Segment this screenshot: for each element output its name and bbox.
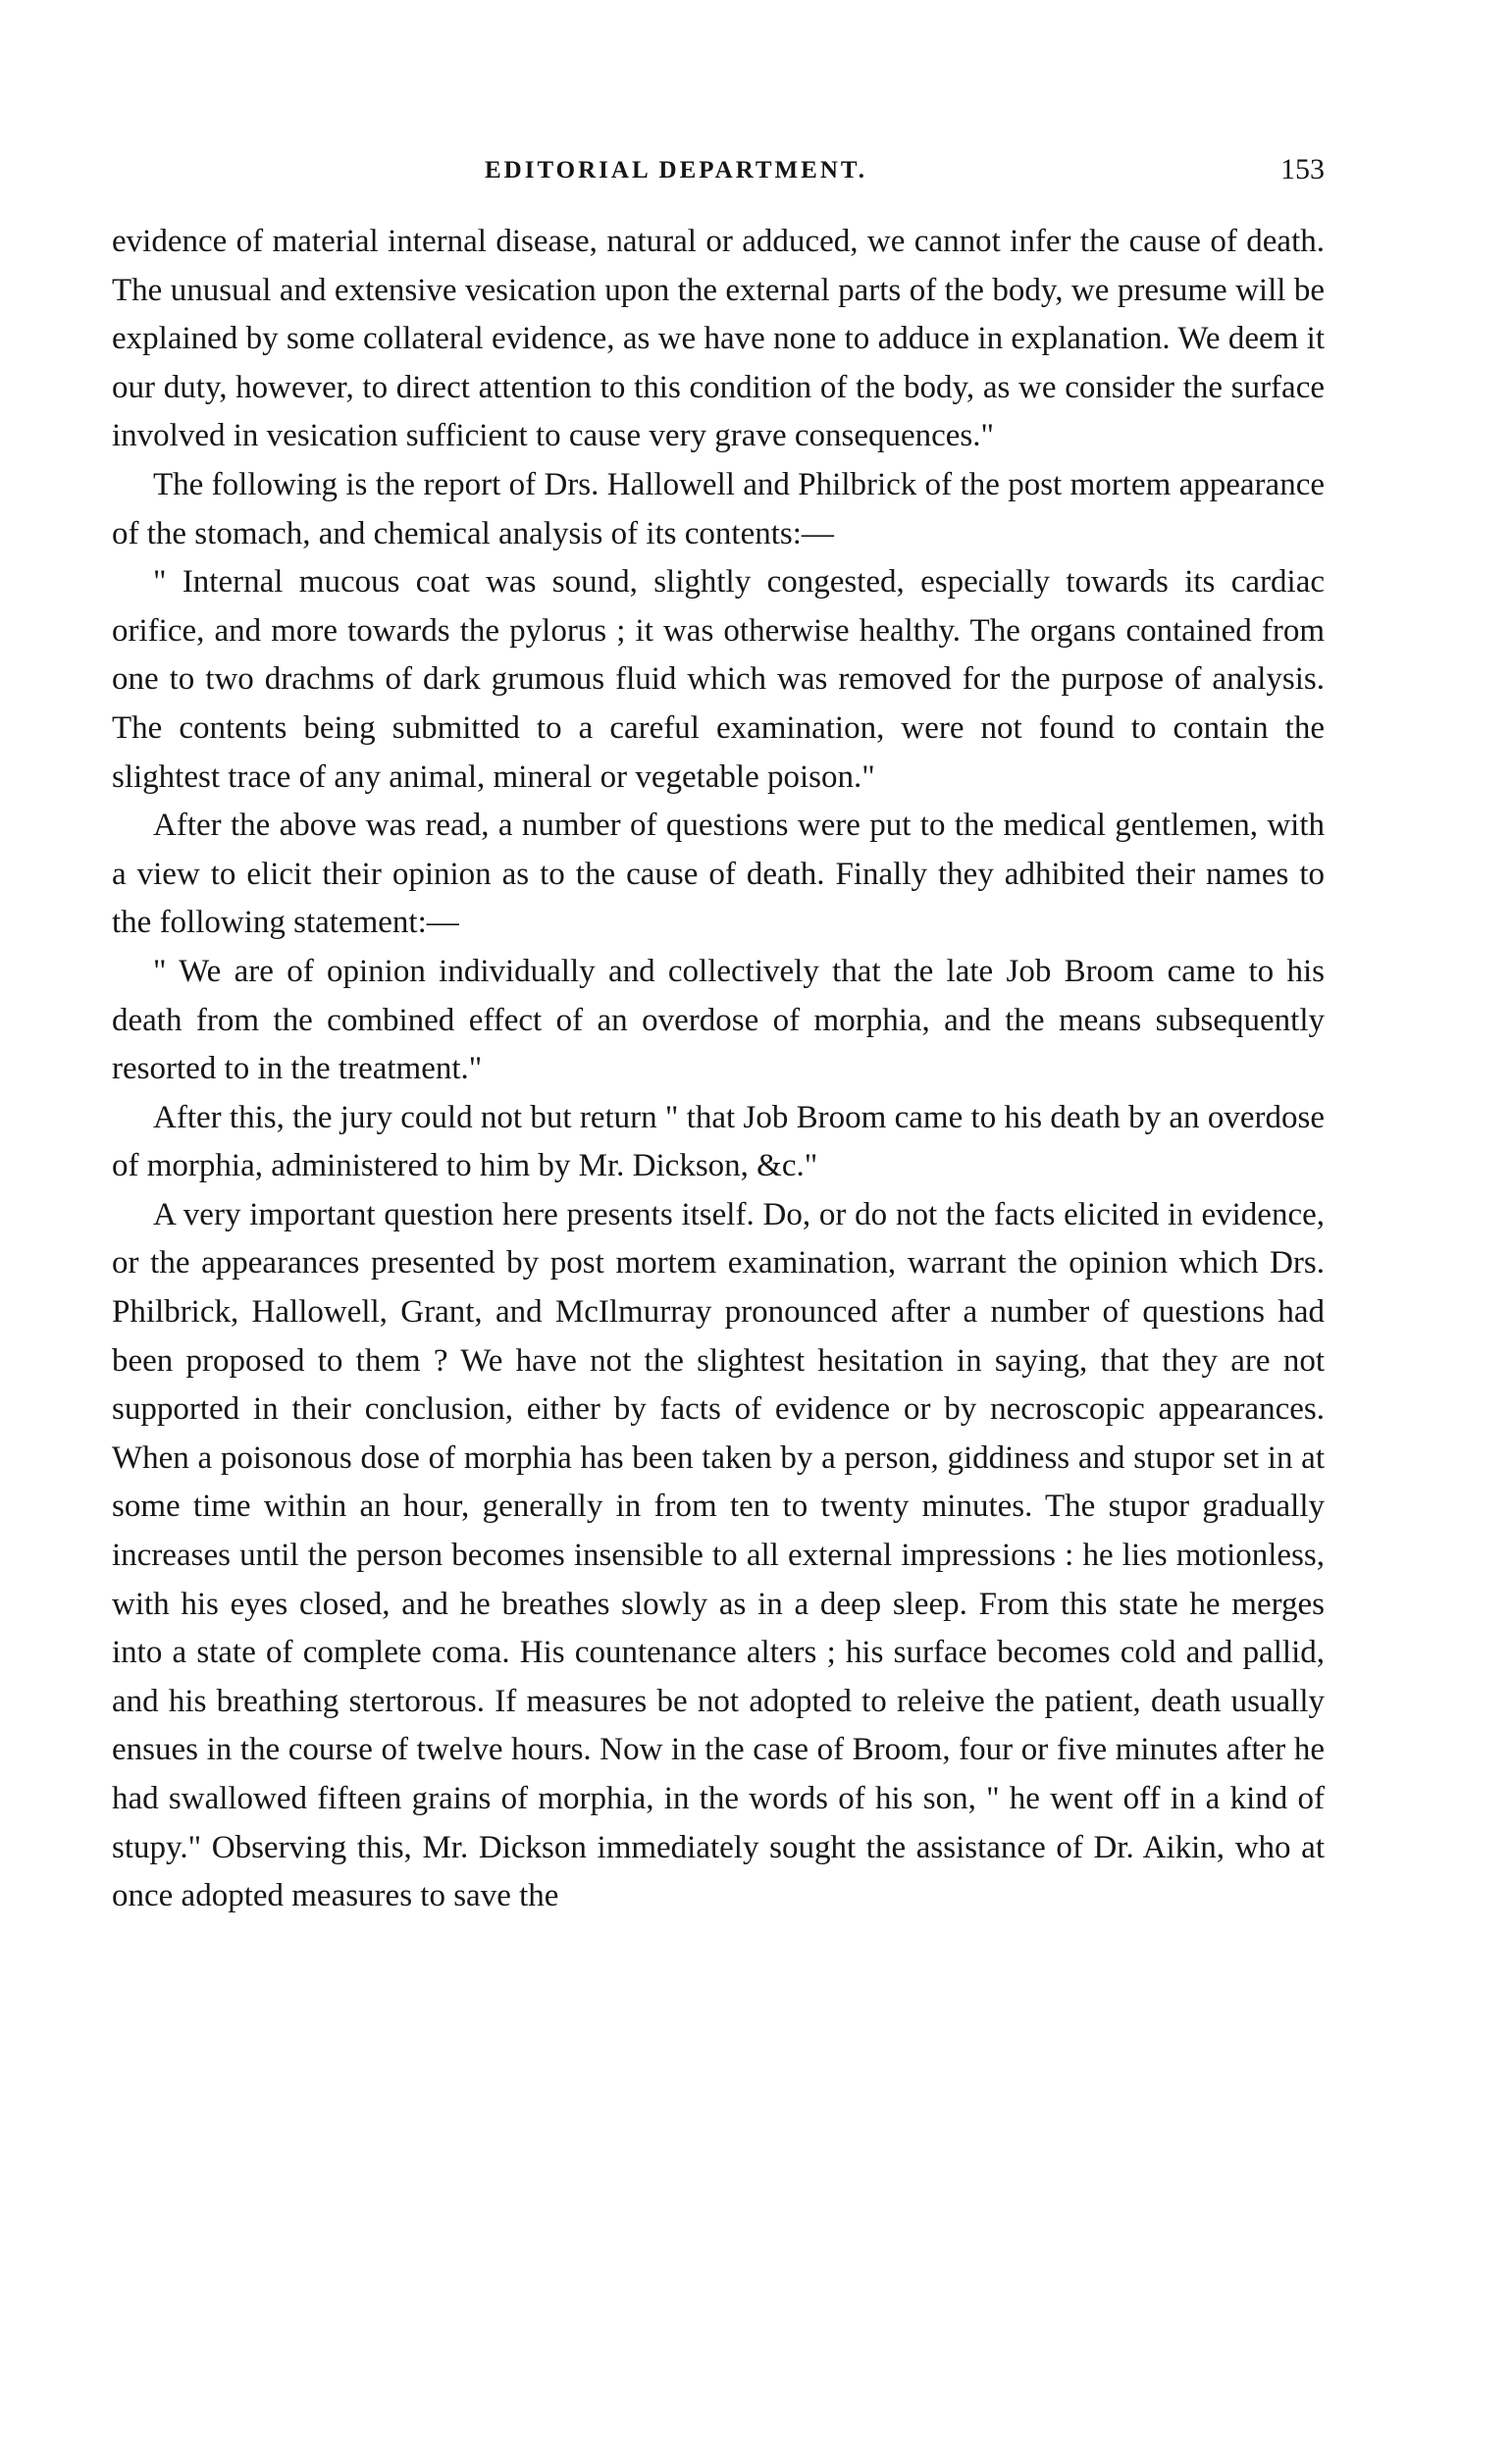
paragraph-verdict: After this, the jury could not but return " that Job Broom came to his death by an overdose of morphia, administered to him by Mr. Dickson, &c."	[112, 1099, 1325, 1184]
running-title: EDITORIAL DEPARTMENT.	[485, 157, 867, 183]
paragraph-continued-evidence: evidence of material internal disease, natural or adduced, we cannot infer the cause of death. The unusual and extensive vesication upon the external parts of the body, we presume will be explained by some collateral evidence, as we have none to adduce in explanation. We deem it our duty, however, to direct attention to this condition of the body, as we consider the surface involved in vesication sufficient to cause very grave consequences."	[112, 224, 1325, 454]
paragraph-report-quote: " Internal mucous coat was sound, slightly congested, especially towards its cardiac orifice, and more towards the pylorus ; it was otherwise healthy. The organs contained from one to two drachms of dark grumous fluid which was removed for the purpose of analysis. The contents being submitted to a careful examination, were not found to contain the slightest trace of any animal, mineral or vegetable poison."	[112, 564, 1325, 795]
paragraph-questions: After the above was read, a number of questions were put to the medical gentlemen, with a view to elicit their opinion as to the cause of death. Finally they adhibited their names to the following statement:—	[112, 808, 1325, 941]
paragraph-report-intro: The following is the report of Drs. Hallowell and Philbrick of the post mortem appearance of the stomach, and chemical analysis of its contents:—	[112, 466, 1325, 551]
body-text	[112, 218, 1325, 1921]
book-page	[112, 153, 1325, 1921]
page-number: 153	[1280, 153, 1325, 185]
paragraph-statement-quote: " We are of opinion individually and collectively that the late Job Broom came to his death from the combined effect of an overdose of morphia, and the means subsequently resorted to in the treatment."	[112, 953, 1325, 1087]
running-head	[112, 153, 1325, 196]
paragraph-important-question: A very important question here presents itself. Do, or do not the facts elicited in evidence, or the appearances presented by post mortem examination, warrant the opinion which Drs. Philbrick, Hallowell, Grant, and McIlmurray pronounced after a number of questions had been proposed to them ? We have not the slightest hesitation in saying, that they are not supported in their conclusion, either by facts of evidence or by necroscopic appearances. When a poisonous dose of morphia has been taken by a person, giddiness and stupor set in at some time within an hour, generally in from ten to twenty minutes. The stupor gradually increases until the person becomes insensible to all external impressions : he lies motionless, with his eyes closed, and he breathes slowly as in a deep sleep. From this state he merges into a state of complete coma. His countenance alters ; his surface becomes cold and pallid, and his breathing stertorous. If measures be not adopted to releive the patient, death usually ensues in the course of twelve hours. Now in the case of Broom, four or five minutes after he had swallowed fifteen grains of morphia, in the words of his son, " he went off in a kind of stupy." Observing this, Mr. Dickson immediately sought the assistance of Dr. Aikin, who at once adopted measures to save the	[112, 1196, 1325, 1914]
